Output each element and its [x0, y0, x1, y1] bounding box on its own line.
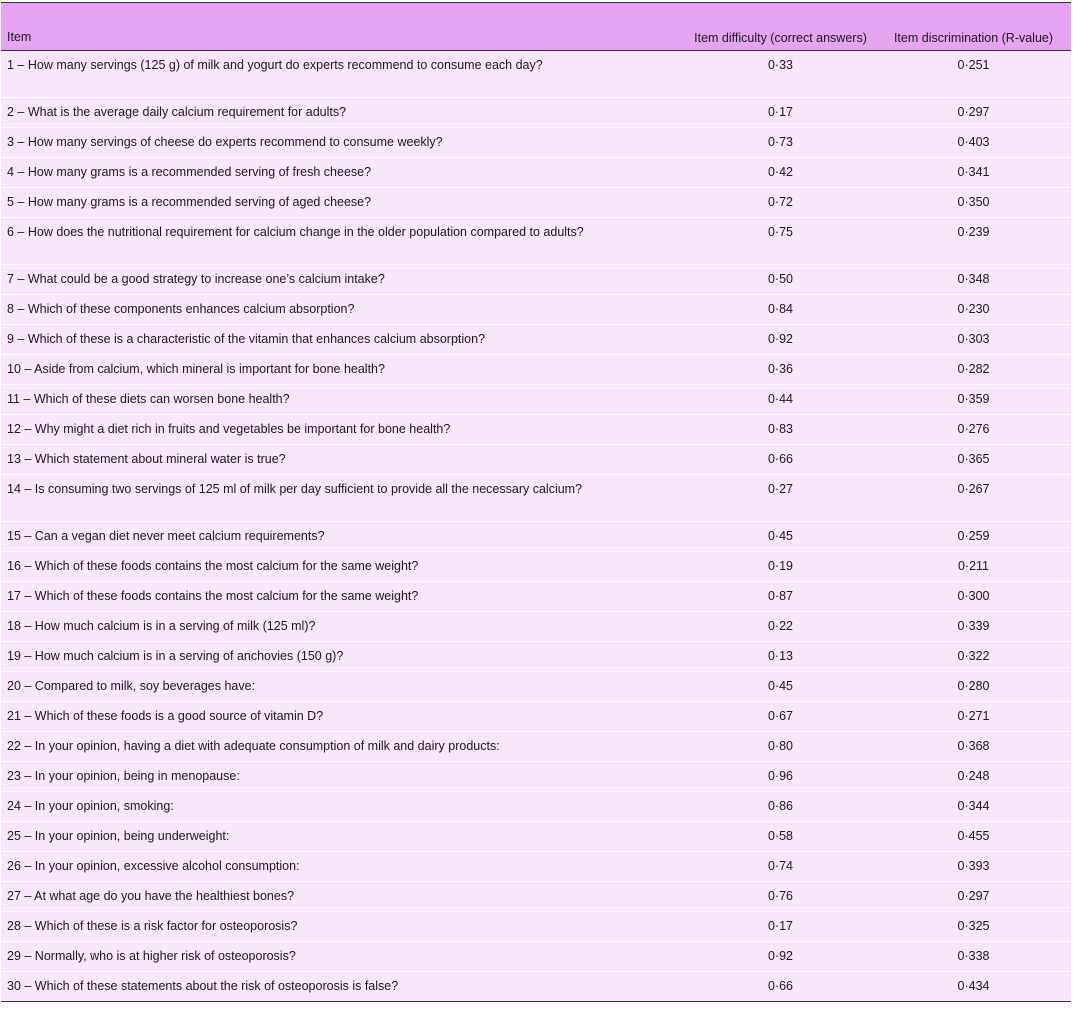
table-row: [1, 475, 1071, 522]
item-difficulty-value: 0·75: [767, 225, 794, 239]
item-difficulty-value: 0·45: [767, 679, 794, 693]
item-question: 29 – Normally, who is at higher risk of osteoporosis?: [7, 949, 296, 963]
item-question: 1 – How many servings (125 g) of milk and yogurt do experts recommend to consume each day?: [7, 58, 543, 72]
item-analysis-table: [1, 2, 1071, 1002]
item-discrimination-value: 0·359: [957, 392, 990, 406]
item-discrimination-value: 0·365: [957, 452, 990, 466]
table-row: [1, 385, 1071, 415]
table-row: [1, 672, 1071, 702]
item-question: 26 – In your opinion, excessive alcohol consumption:: [7, 859, 300, 873]
item-discrimination-value: 0·393: [957, 859, 990, 873]
item-difficulty-value: 0·17: [767, 105, 794, 119]
item-difficulty-value: 0·83: [767, 422, 794, 436]
item-difficulty-value: 0·92: [767, 332, 794, 346]
item-question: 3 – How many servings of cheese do experts recommend to consume weekly?: [7, 135, 443, 149]
item-difficulty-value: 0·42: [767, 165, 794, 179]
table-row: [1, 822, 1071, 852]
item-difficulty-value: 0·45: [767, 529, 794, 543]
item-question: 11 – Which of these diets can worsen bone health?: [7, 392, 290, 406]
item-question: 30 – Which of these statements about the risk of osteoporosis is false?: [7, 979, 399, 993]
table-row: [1, 732, 1071, 762]
item-question: 9 – Which of these is a characteristic of the vitamin that enhances calcium absorption?: [7, 332, 486, 346]
item-difficulty-value: 0·33: [767, 58, 794, 72]
table-row: [1, 942, 1071, 972]
item-difficulty-value: 0·92: [767, 949, 794, 963]
item-discrimination-value: 0·348: [957, 272, 990, 286]
item-question: 24 – In your opinion, smoking:: [7, 799, 174, 813]
item-question: 13 – Which statement about mineral water is true?: [7, 452, 286, 466]
table-row: [1, 98, 1071, 128]
item-discrimination-value: 0·344: [957, 799, 990, 813]
item-difficulty-value: 0·76: [767, 889, 794, 903]
item-difficulty-value: 0·50: [767, 272, 794, 286]
item-discrimination-value: 0·230: [957, 302, 990, 316]
table-row: [1, 612, 1071, 642]
item-question: 2 – What is the average daily calcium requirement for adults?: [7, 105, 347, 119]
item-question: 19 – How much calcium is in a serving of anchovies (150 g)?: [7, 649, 344, 663]
item-difficulty-value: 0·80: [767, 739, 794, 753]
table-row: [1, 522, 1071, 552]
item-question: 18 – How much calcium is in a serving of milk (125 ml)?: [7, 619, 316, 633]
table-row: [1, 188, 1071, 218]
item-difficulty-value: 0·87: [767, 589, 794, 603]
item-discrimination-value: 0·303: [957, 332, 990, 346]
table-row: [1, 972, 1071, 1002]
item-discrimination-value: 0·271: [957, 709, 990, 723]
table-header: [1, 3, 1071, 51]
item-question: 20 – Compared to milk, soy beverages have:: [7, 679, 256, 693]
item-question: 23 – In your opinion, being in menopause:: [7, 769, 240, 783]
table-row: [1, 51, 1071, 98]
header-item: Item: [1, 3, 685, 51]
item-difficulty-value: 0·74: [767, 859, 794, 873]
item-question: 12 – Why might a diet rich in fruits and vegetables be important for bone health?: [7, 422, 451, 436]
table-row: [1, 702, 1071, 732]
item-discrimination-value: 0·341: [957, 165, 990, 179]
item-difficulty-value: 0·27: [767, 482, 794, 496]
table-row: [1, 158, 1071, 188]
item-question: 5 – How many grams is a recommended serving of aged cheese?: [7, 195, 372, 209]
item-discrimination-value: 0·251: [957, 58, 990, 72]
item-discrimination-value: 0·248: [957, 769, 990, 783]
item-difficulty-value: 0·84: [767, 302, 794, 316]
item-difficulty-value: 0·96: [767, 769, 794, 783]
item-difficulty-value: 0·17: [767, 919, 794, 933]
table-row: [1, 882, 1071, 912]
item-discrimination-value: 0·350: [957, 195, 990, 209]
table-row: [1, 445, 1071, 475]
header-discrimination: Item discrimination (R-value): [876, 3, 1071, 51]
item-question: 14 – Is consuming two servings of 125 ml of milk per day sufficient to provide all the necessary calcium?: [7, 482, 583, 496]
item-discrimination-value: 0·434: [957, 979, 990, 993]
item-difficulty-value: 0·36: [767, 362, 794, 376]
item-difficulty-value: 0·22: [767, 619, 794, 633]
table-row: [1, 295, 1071, 325]
item-discrimination-value: 0·403: [957, 135, 990, 149]
table-row: [1, 792, 1071, 822]
table-body: [1, 51, 1071, 1002]
table-row: [1, 218, 1071, 265]
item-discrimination-value: 0·276: [957, 422, 990, 436]
item-discrimination-value: 0·280: [957, 679, 990, 693]
item-question: 6 – How does the nutritional requirement for calcium change in the older population compared to adults?: [7, 225, 584, 239]
table-row: [1, 415, 1071, 445]
item-question: 28 – Which of these is a risk factor for osteoporosis?: [7, 919, 298, 933]
item-question: 4 – How many grams is a recommended serving of fresh cheese?: [7, 165, 372, 179]
table-row: [1, 265, 1071, 295]
table-row: [1, 852, 1071, 882]
item-discrimination-value: 0·259: [957, 529, 990, 543]
header-row: [1, 3, 1071, 51]
item-analysis-table-wrapper: [1, 2, 1071, 1002]
item-question: 17 – Which of these foods contains the most calcium for the same weight?: [7, 589, 419, 603]
table-row: [1, 355, 1071, 385]
item-question: 8 – Which of these components enhances calcium absorption?: [7, 302, 355, 316]
item-difficulty-value: 0·66: [767, 979, 794, 993]
item-question: 7 – What could be a good strategy to increase one’s calcium intake?: [7, 272, 385, 286]
item-discrimination-value: 0·338: [957, 949, 990, 963]
item-discrimination-value: 0·211: [957, 559, 990, 573]
item-difficulty-value: 0·86: [767, 799, 794, 813]
table-row: [1, 642, 1071, 672]
item-discrimination-value: 0·297: [957, 105, 990, 119]
header-difficulty: Item difficulty (correct answers): [685, 3, 876, 51]
table-row: [1, 582, 1071, 612]
item-question: 15 – Can a vegan diet never meet calcium requirements?: [7, 529, 325, 543]
item-discrimination-value: 0·267: [957, 482, 990, 496]
item-discrimination-value: 0·322: [957, 649, 990, 663]
item-difficulty-value: 0·13: [767, 649, 794, 663]
item-question: 16 – Which of these foods contains the most calcium for the same weight?: [7, 559, 419, 573]
item-difficulty-value: 0·58: [767, 829, 794, 843]
item-discrimination-value: 0·297: [957, 889, 990, 903]
item-discrimination-value: 0·282: [957, 362, 990, 376]
table-row: [1, 552, 1071, 582]
item-discrimination-value: 0·455: [957, 829, 990, 843]
item-discrimination-value: 0·300: [957, 589, 990, 603]
item-discrimination-value: 0·368: [957, 739, 990, 753]
table-row: [1, 325, 1071, 355]
table-row: [1, 762, 1071, 792]
item-discrimination-value: 0·339: [957, 619, 990, 633]
item-question: 10 – Aside from calcium, which mineral is important for bone health?: [7, 362, 385, 376]
item-difficulty-value: 0·67: [767, 709, 794, 723]
item-question: 21 – Which of these foods is a good source of vitamin D?: [7, 709, 324, 723]
item-question: 27 – At what age do you have the healthiest bones?: [7, 889, 295, 903]
item-difficulty-value: 0·44: [767, 392, 794, 406]
item-question: 25 – In your opinion, being underweight:: [7, 829, 230, 843]
item-question: 22 – In your opinion, having a diet with adequate consumption of milk and dairy products:: [7, 739, 500, 753]
item-discrimination-value: 0·325: [957, 919, 990, 933]
item-discrimination-value: 0·239: [957, 225, 990, 239]
item-difficulty-value: 0·73: [767, 135, 794, 149]
table-row: [1, 128, 1071, 158]
table-row: [1, 912, 1071, 942]
item-difficulty-value: 0·19: [767, 559, 794, 573]
item-difficulty-value: 0·72: [767, 195, 794, 209]
item-difficulty-value: 0·66: [767, 452, 794, 466]
